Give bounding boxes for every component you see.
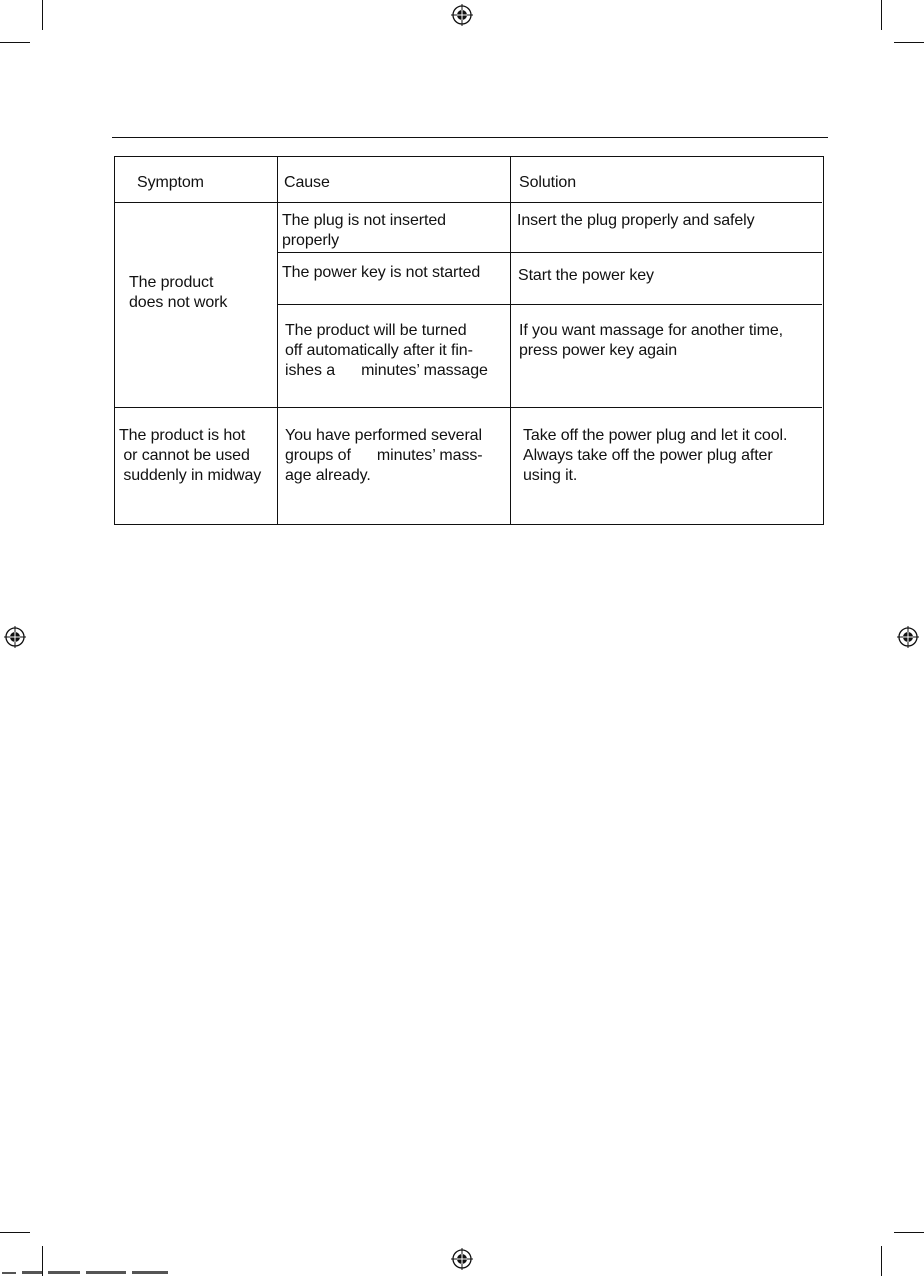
header-symptom: Symptom xyxy=(137,174,204,191)
row-divider xyxy=(115,407,822,408)
header-rule xyxy=(112,137,828,138)
crop-mark xyxy=(894,42,924,43)
registration-target-icon xyxy=(451,1248,473,1270)
crop-mark xyxy=(881,1246,882,1276)
solution-cell: Insert the plug properly and safely xyxy=(517,212,755,229)
row-divider xyxy=(115,202,822,203)
registration-target-icon xyxy=(897,626,919,648)
registration-target-icon xyxy=(4,626,26,648)
column-divider xyxy=(277,157,278,524)
crop-mark xyxy=(881,0,882,30)
header-cause: Cause xyxy=(284,174,330,191)
row-divider xyxy=(277,252,822,253)
header-solution: Solution xyxy=(519,174,577,191)
troubleshooting-table xyxy=(114,156,824,525)
cause-cell: The product will be turned off automatically after it fin- ishes a minutes’ massage xyxy=(285,322,488,379)
cause-cell: The power key is not started xyxy=(282,264,481,281)
crop-mark xyxy=(0,42,30,43)
cause-cell: You have performed several groups of minutes’ mass- age already. xyxy=(285,427,483,484)
crop-mark xyxy=(0,1232,30,1233)
crop-mark xyxy=(894,1232,924,1233)
symptom-cell: The product is hot or cannot be used suddenly in midway xyxy=(119,427,262,484)
crop-mark xyxy=(42,0,43,30)
solution-cell: If you want massage for another time, press power key again xyxy=(519,322,783,359)
registration-target-icon xyxy=(451,4,473,26)
printer-slug xyxy=(0,1268,240,1276)
solution-cell: Take off the power plug and let it cool. Always take off the power plug after using it. xyxy=(523,427,788,484)
column-divider xyxy=(510,157,511,524)
solution-cell: Start the power key xyxy=(518,267,654,284)
symptom-cell: The product does not work xyxy=(129,274,228,311)
row-divider xyxy=(277,304,822,305)
cause-cell: The plug is not inserted properly xyxy=(282,212,446,249)
